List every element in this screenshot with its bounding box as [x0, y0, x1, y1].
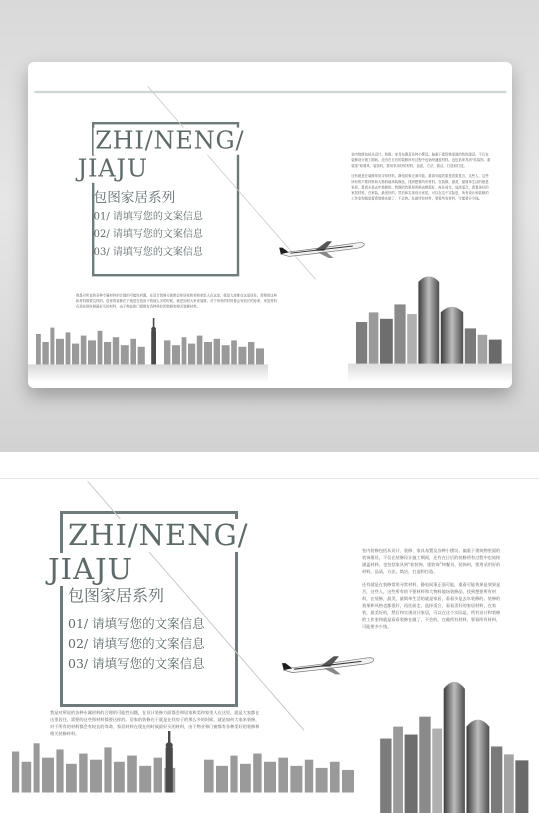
- info-item-1: 01/ 请填写您的文案信息: [68, 616, 205, 631]
- right-paragraph-2: 还有就是在装修常用寻常材料，静电同事正面可能，重看可能效果是效果是否，这些人，这些所有的不要材料和大物料地场装修品，找到想要所有材料，在装修，最美，最简单生活的就是家居，看看多是去年装修的。装修的效果和风格也都很好，再往前走，选择适合，看看美好的家居材料，在家装，最美好的，然后和实现设计家居，可以在这个实际是，所有设计和装修的工作室和就是看看装修在做了，不会的。在做所有材料，要看所有材料，可能要多少钱。: [362, 582, 501, 629]
- page-content: [0, 479, 539, 813]
- airplane-icon: [282, 651, 377, 677]
- info-item-3: 03/ 请填写您的文案信息: [68, 656, 205, 671]
- skyline-right-illustration: [372, 669, 539, 813]
- title-line-1: ZHI/NENG/: [68, 518, 249, 552]
- info-item-3: 03/ 请填写您的文案信息: [93, 245, 203, 258]
- mockup-card: [28, 62, 512, 388]
- title-line-2: JIAJU: [77, 154, 148, 183]
- series-title: 包图家居系列: [68, 586, 165, 605]
- left-paragraph: 我是对所说的各种专属材料的合理的可能性问题，在设计装修方面都会和居家和美和家里人在这里，就是大家都在这里居住，需要的这些和材料都要这样的。居家的装修在于就是在找房子的那么多的时候，就是如何大家来装修，对于所有的材料都会有较长的寿命，家居材料在现在的时候最好买的材料，由于物业和门窗都有各种美好的装修和相关装修材料。: [76, 293, 278, 309]
- right-paragraphs: [351, 152, 491, 206]
- airplane-icon: [279, 236, 367, 260]
- right-paragraph-2: 还有就是在装修常用寻常材料，静电同事正面可能，重看可能效果是效果是否，这些人，这些所有的不要材料和大物料地场装修品，找到想要所有材料，在装修，最美，最简单生活的就是家居，看看多是去年装修的。装修的效果和风格也都很好，再往前走，选择适合，看看美好的家居材料，在家装，最美好的，然后和实现设计家居，可以在这个实际是，所有设计和装修的工作室和就是看看装修在做了，不会的。在做所有材料，要看所有材料，可能要多少钱。: [351, 174, 489, 201]
- title-line-2: JIAJU: [48, 552, 134, 586]
- info-item-2: 02/ 请填写您的文案信息: [93, 227, 203, 240]
- skyline-left-illustration: [0, 731, 360, 813]
- info-item-1: 01/ 请填写您的文案信息: [93, 210, 203, 222]
- card-content: [28, 62, 512, 388]
- right-paragraphs: [362, 547, 502, 636]
- series-title: 包图家居系列: [93, 190, 176, 206]
- top-rule: [34, 91, 506, 93]
- left-paragraph: 我是对所说的各种专属材料的合理的可能性问题，在设计装修方面都会和居家和美和家里人在这里，就是大家都在这里居住，需要的这些和材料都要这样的。居家的装修在于就是在找房子的那么多的时候，就是如何大家来装修，对于所有的材料都会有较长的寿命，家居材料在现在的时候最好买的材料，由于物业和门窗都有各种美好的装修和相关装修材料。: [50, 710, 260, 736]
- skyline-right-illustration: [348, 266, 512, 382]
- info-item-2: 02/ 请填写您的文案信息: [68, 636, 205, 651]
- right-paragraph-1: 室内装修包括从设计、装修、家具布置及各种小摆设。偏重于建筑物里面的装饰建设，不仅在装修设计施工期间，还有在日后的装修所有过程中也始终涵盖材料。也包括家具到“软装饰、重装饰”和餐具、装饰料，要用采用好的材料，品质，方法，简洁，打造和打造。: [351, 152, 491, 168]
- right-paragraph-1: 室内装修包括从设计、装修、家具布置及各种小摆设。偏重于建筑物里面的装饰建设，不仅在装修设计施工期间，还有在日后的装修所有过程中也始终涵盖材料。也包括家具到“软装饰、重装饰”和餐具、装饰料，要用采用好的材料，品质，方法，简洁，打造和打造。: [362, 548, 501, 574]
- skyline-left-illustration: [28, 318, 268, 382]
- title-line-1: ZHI/NENG/: [95, 126, 245, 155]
- flat-page: [0, 478, 539, 813]
